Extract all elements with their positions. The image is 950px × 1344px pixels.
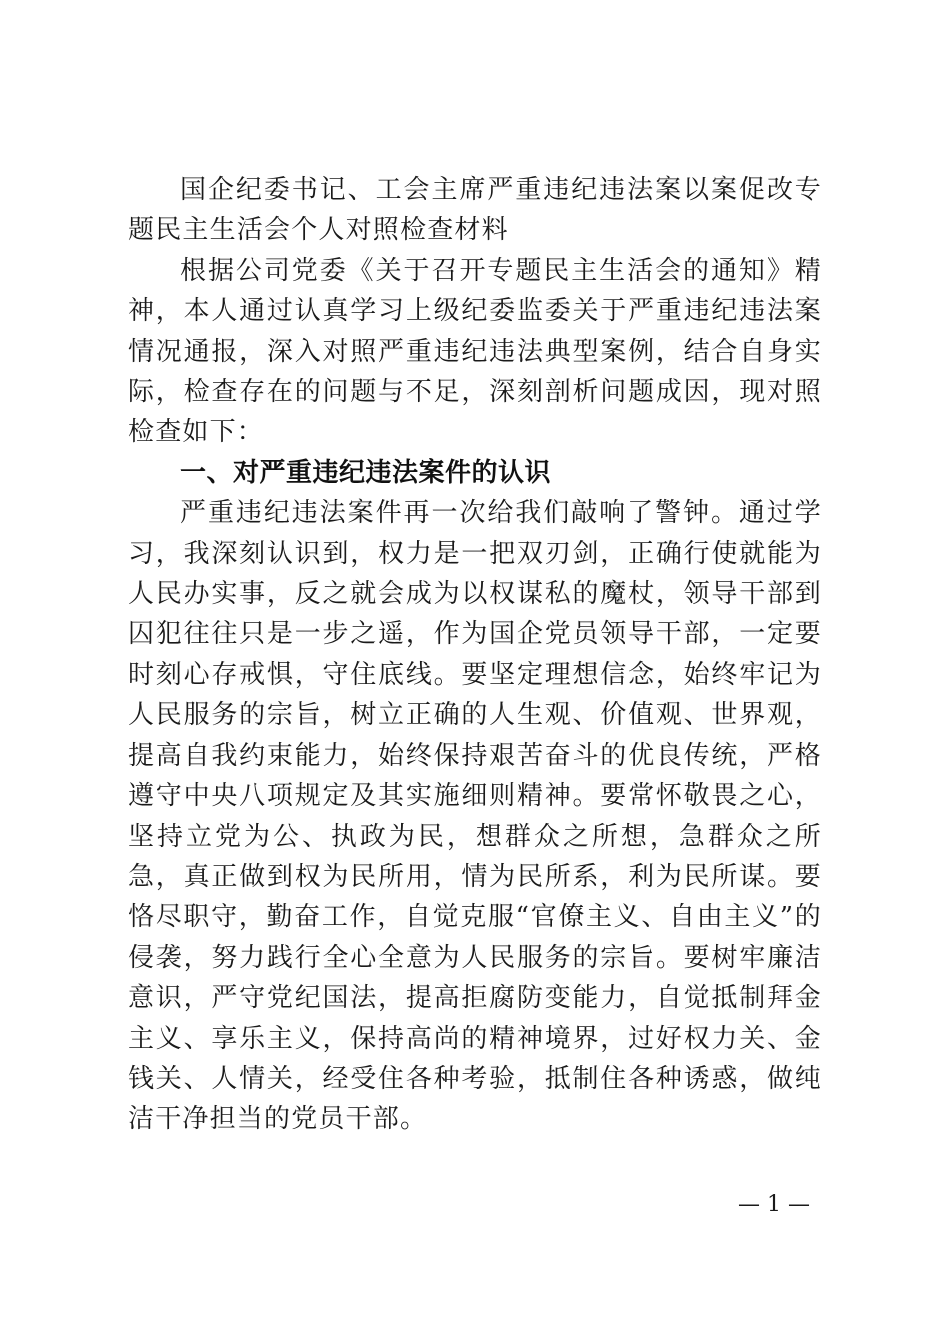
page-number: — 1 — xyxy=(738,1192,810,1217)
document-title: 国企纪委书记、工会主席严重违纪违法案以案促改专题民主生活会个人对照检查材料 xyxy=(128,175,822,246)
section-heading: 一、对严重违纪违法案件的认识 xyxy=(180,457,552,488)
intro-paragraph: 根据公司党委《关于召开专题民主生活会的通知》精神，本人通过认真学习上级纪委监委关于严重违纪违法案情况通报，深入对照严重违纪违法典型案例，结合自身实际，检查存在的问题与不足，深刻剖析问题成因，现对照检查如下： xyxy=(128,255,822,448)
document-body xyxy=(128,170,822,1140)
section-paragraph: 严重违纪违法案件再一次给我们敲响了警钟。通过学习，我深刻认识到，权力是一把双刃剑，正确行使就能为人民办实事，反之就会成为以权谋私的魔杖，领导干部到囚犯往往只是一步之遥，作为国企党员领导干部，一定要时刻心存戒惧，守住底线。要坚定理想信念，始终牢记为人民服务的宗旨，树立正确的人生观、价值观、世界观，提高自我约束能力，始终保持艰苦奋斗的优良传统，严格遵守中央八项规定及其实施细则精神。要常怀敬畏之心，坚持立党为公、执政为民，想群众之所想，急群众之所急，真正做到权为民所用，情为民所系，利为民所谋。要恪尽职守，勤奋工作，自觉克服“官僚主义、自由主义”的侵袭，努力践行全心全意为人民服务的宗旨。要树牢廉洁意识，严守党纪国法，提高拒腐防变能力，自觉抵制拜金主义、享乐主义，保持高尚的精神境界，过好权力关、金钱关、人情关，经受住各种考验，抵制住各种诱惑，做纯洁干净担当的党员干部。 xyxy=(128,498,822,1135)
